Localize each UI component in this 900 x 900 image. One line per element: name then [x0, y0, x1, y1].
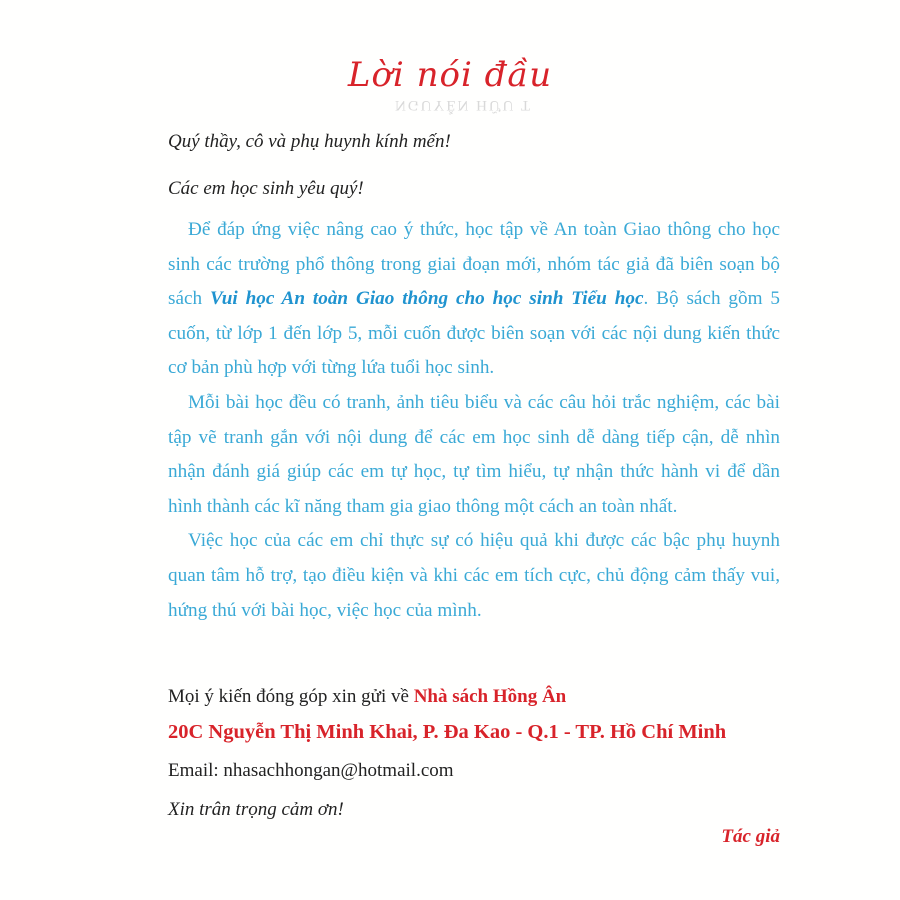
preface-body — [168, 213, 780, 628]
feedback-line — [168, 686, 566, 708]
store-name: Nhà sách Hồng Ân — [413, 686, 567, 707]
greeting-teachers-parents: Quý thầy, cô và phụ huynh kính mến! — [168, 131, 451, 152]
paragraph-learning: Việc học của các em chỉ thực sự có hiệu quả khi được các bậc phụ huynh quan tâm hỗ trợ, tạo điều kiện và khi các em tích cực, chủ động cảm thấy vui, hứng thú với bài học, việc học của mình. — [168, 530, 780, 621]
greeting-students: Các em học sinh yêu quý! — [168, 178, 364, 199]
show-through-text: NGUYỄN HỮU T — [395, 97, 533, 113]
paragraph-lessons: Mỗi bài học đều có tranh, ảnh tiêu biểu và các câu hỏi trắc nghiệm, các bài tập vẽ tranh gắn với nội dung để các em học sinh dễ dàng tiếp cận, dễ nhìn nhận đánh giá giúp các em tự học, tự tìm hiểu, tự nhận thức hành vi để dần hình thành các kĩ năng tham gia giao thông một cách an toàn nhất. — [168, 391, 780, 517]
page-title: Lời nói đầu — [347, 55, 553, 95]
feedback-intro: Mọi ý kiến đóng góp xin gửi về — [168, 686, 414, 707]
paragraph-intro-start: Để đáp ứng việc nâng cao ý thức, học tập về An toàn Giao thông cho học sinh các trường phổ thông trong giai đoạn mới, nhóm tác giả đã biên soạn bộ sách — [168, 219, 780, 310]
author-signature: Tác giả — [721, 826, 780, 847]
contact-email: Email: nhasachhongan@hotmail.com — [168, 760, 454, 781]
paragraph-intro-end: . Bộ sách gồm 5 cuốn, từ lớp 1 đến lớp 5, mỗi cuốn được biên soạn với các nội dung kiến thức cơ bản phù hợp với từng lứa tuổi học sinh. — [168, 288, 781, 379]
store-address: 20C Nguyễn Thị Minh Khai, P. Đa Kao - Q.1 - TP. Hồ Chí Minh — [168, 721, 727, 743]
paragraph-intro — [168, 213, 780, 386]
thanks-line: Xin trân trọng cảm ơn! — [168, 799, 344, 820]
book-series-title: Vui học An toàn Giao thông cho học sinh Tiểu học — [209, 288, 644, 310]
